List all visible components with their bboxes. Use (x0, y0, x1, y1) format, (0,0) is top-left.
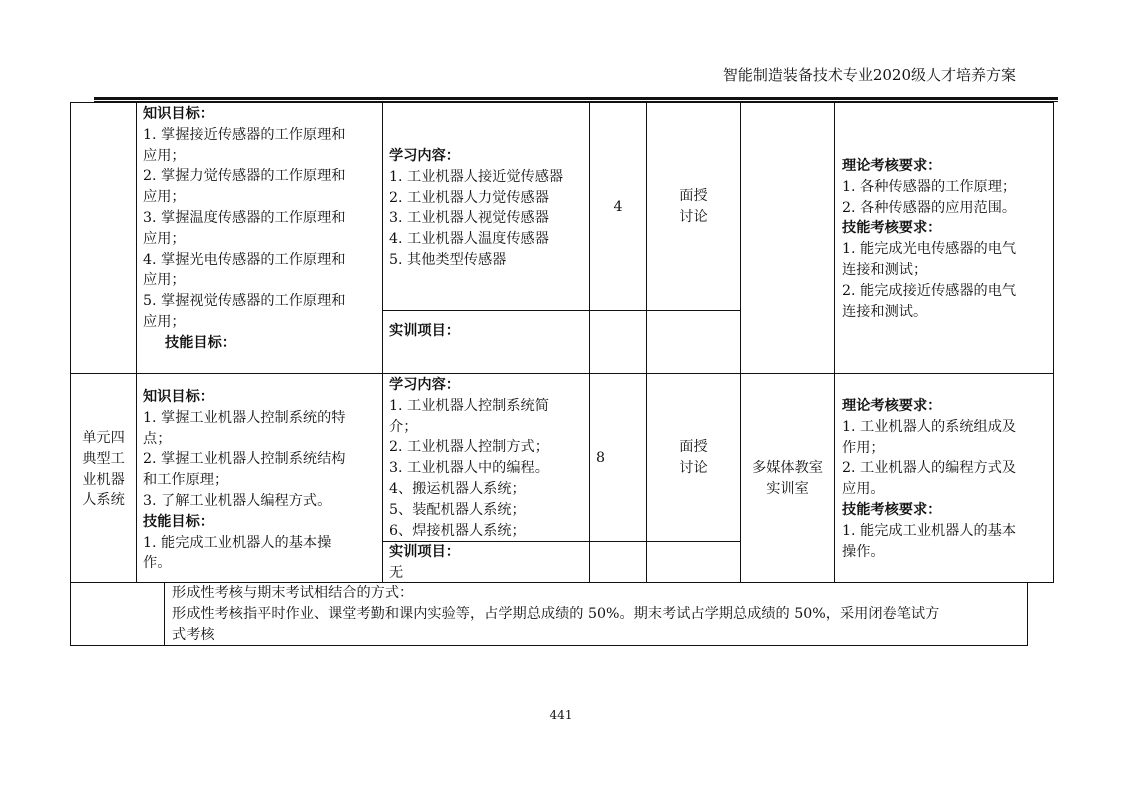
row2-hours-cell (596, 448, 636, 469)
row2-training-cell (389, 542, 587, 584)
row1-objectives-cell (143, 104, 381, 372)
assessment-method-cell (172, 583, 1026, 645)
skill-assessment-line: 连接和测试。 (842, 303, 928, 320)
teaching-place-line: 多媒体教室 (752, 460, 823, 476)
row1-hours-cell (590, 197, 646, 218)
skill-objective-line: 1. 能完成工业机器人的基本操 (143, 534, 332, 551)
row2-method-cell (647, 437, 740, 479)
unit-title-line: 人系统 (82, 492, 125, 509)
skill-objectives-heading: 技能目标： (143, 513, 214, 530)
learning-content-line: 6、焊接机器人系统； (389, 522, 526, 539)
knowledge-objective-line: 2. 掌握力觉传感器的工作原理和 (143, 168, 346, 185)
row2-place-cell (741, 458, 834, 500)
knowledge-objective-line: 应用； (143, 189, 186, 206)
row1-training-cell (389, 321, 587, 342)
learning-content-line: 1. 工业机器人接近觉传感器 (389, 168, 564, 185)
learning-content-line: 5、装配机器人系统； (389, 501, 526, 518)
skill-assessment-line: 1. 能完成光电传感器的电气 (842, 241, 1017, 258)
theory-assessment-heading: 理论考核要求： (842, 398, 942, 414)
teaching-method-line: 讨论 (679, 459, 708, 476)
teaching-method-line: 面授 (679, 188, 708, 204)
assessment-method-line: 形成性考核与期末考试相结合的方式： (172, 585, 414, 601)
assessment-method-line: 式考核 (172, 626, 215, 643)
page-number: 441 (549, 708, 573, 722)
knowledge-objective-line: 5. 掌握视觉传感器的工作原理和 (143, 293, 346, 310)
learning-content-heading: 学习内容： (389, 377, 460, 393)
theory-assessment-heading: 理论考核要求： (842, 158, 942, 174)
header-rule (94, 97, 1058, 100)
knowledge-objective-line: 应用； (143, 313, 186, 330)
unit-title-line: 业机器 (82, 471, 125, 488)
skill-assessment-line: 连接和测试； (842, 261, 928, 278)
knowledge-objective-line: 1. 掌握工业机器人控制系统的特 (143, 409, 346, 426)
skill-assessment-heading: 技能考核要求： (842, 501, 942, 518)
knowledge-objective-line: 3. 了解工业机器人编程方式。 (143, 492, 332, 509)
teaching-method-line: 面授 (679, 439, 708, 455)
row2-objectives-cell (143, 387, 381, 581)
theory-assessment-line: 1. 各种传感器的工作原理； (842, 178, 1017, 195)
teaching-method-line: 讨论 (679, 208, 708, 225)
knowledge-objective-line: 2. 掌握工业机器人控制系统结构 (143, 451, 346, 468)
knowledge-objectives-heading: 知识目标： (143, 106, 214, 122)
skill-assessment-line: 2. 能完成接近传感器的电气 (842, 282, 1017, 299)
knowledge-objective-line: 点； (143, 430, 172, 447)
learning-content-line: 3. 工业机器人中的编程。 (389, 460, 549, 477)
unit-title-line: 单元四 (82, 430, 125, 446)
skill-assessment-line: 1. 能完成工业机器人的基本 (842, 522, 1017, 539)
skill-assessment-heading: 技能考核要求： (842, 220, 942, 237)
knowledge-objective-line: 应用； (143, 272, 186, 289)
skill-assessment-line: 操作。 (842, 543, 885, 560)
theory-assessment-line: 应用。 (842, 481, 885, 498)
learning-content-heading: 学习内容： (389, 148, 460, 164)
knowledge-objective-line: 和工作原理； (143, 472, 229, 489)
theory-assessment-line: 作用； (842, 439, 885, 456)
row2-assessment-cell (842, 396, 1052, 581)
knowledge-objective-line: 1. 掌握接近传感器的工作原理和 (143, 126, 346, 143)
row1-method-cell (647, 186, 740, 228)
knowledge-objective-line: 应用； (143, 147, 186, 164)
document-header-title: 智能制造装备技术专业2020级人才培养方案 (722, 66, 1016, 84)
row1-assessment-cell (842, 156, 1052, 372)
learning-content-line: 4、搬运机器人系统； (389, 480, 526, 497)
learning-content-line: 1. 工业机器人控制系统简 (389, 397, 549, 414)
skill-objective-line: 作。 (143, 555, 172, 572)
learning-content-line: 5. 其他类型传感器 (389, 251, 507, 268)
assessment-method-line: 形成性考核指平时作业、课堂考勤和课内实验等，占学期总成绩的 50%。期末考试占学期总成绩的 50%，采用闭卷笔试方 (172, 605, 940, 622)
knowledge-objective-line: 应用； (143, 230, 186, 247)
row2-learning-cell (389, 375, 587, 541)
skill-objectives-heading: 技能目标： (165, 334, 236, 351)
class-hours: 4 (613, 199, 623, 215)
training-project-heading: 实训项目： (389, 544, 460, 560)
training-project-value: 无 (389, 564, 404, 581)
learning-content-line: 介； (389, 418, 418, 435)
theory-assessment-line: 2. 各种传感器的应用范围。 (842, 199, 1017, 216)
row1-learning-cell (389, 146, 587, 306)
learning-content-line: 3. 工业机器人视觉传感器 (389, 210, 549, 227)
row2-unit-cell (71, 428, 136, 511)
knowledge-objective-line: 3. 掌握温度传感器的工作原理和 (143, 209, 346, 226)
training-project-heading: 实训项目： (389, 323, 460, 339)
knowledge-objectives-heading: 知识目标： (143, 389, 214, 405)
theory-assessment-line: 2. 工业机器人的编程方式及 (842, 460, 1017, 477)
learning-content-line: 4. 工业机器人温度传感器 (389, 231, 549, 248)
knowledge-objective-line: 4. 掌握光电传感器的工作原理和 (143, 251, 346, 268)
learning-content-line: 2. 工业机器人力觉传感器 (389, 189, 549, 206)
class-hours: 8 (596, 450, 606, 466)
unit-title-line: 典型工 (82, 450, 125, 467)
learning-content-line: 2. 工业机器人控制方式； (389, 439, 549, 456)
theory-assessment-line: 1. 工业机器人的系统组成及 (842, 418, 1017, 435)
teaching-place-line: 实训室 (766, 480, 809, 497)
